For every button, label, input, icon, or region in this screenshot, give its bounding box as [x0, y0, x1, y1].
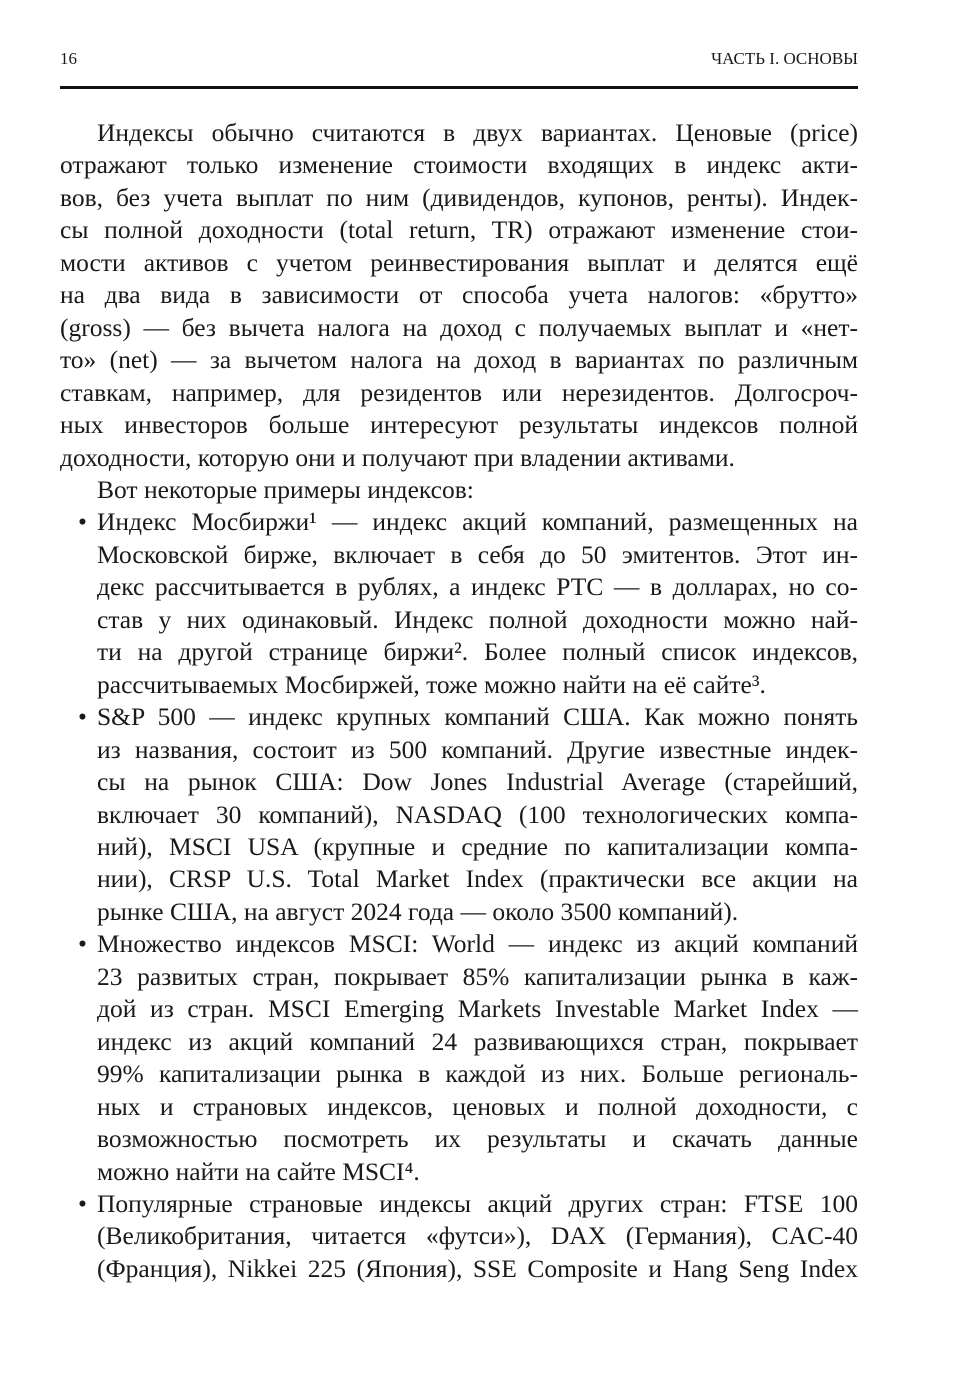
text-line: то» (net) — за вычетом налога на доход в вариантах по различным [60, 345, 858, 375]
bullet-icon: • [78, 702, 87, 732]
text-line: S&P 500 — индекс крупных компаний США. Как можно понять [97, 702, 858, 732]
text-line: на два вида в зависимости от способа учета налогов: «брутто» [60, 280, 858, 310]
text-line: (Великобритания, читается «футси»), DAX (Германия), CAC-40 [97, 1221, 858, 1251]
text-line: из названия, состоит из 500 компаний. Другие известные индек- [97, 734, 858, 764]
page-number: 16 [60, 49, 77, 68]
text-line: (Франция), Nikkei 225 (Япония), SSE Composite и Hang Seng Index [97, 1253, 858, 1283]
header-rule [60, 86, 858, 89]
bullet-icon: • [78, 507, 87, 537]
text-line: возможностью посмотреть их результаты и скачать данные [97, 1124, 858, 1154]
bullet-icon: • [78, 1188, 87, 1218]
text-line: рынке США, на август 2024 года — около 3500 компаний). [97, 896, 739, 926]
bullet-item [60, 928, 858, 1188]
text-line: отражают только изменение стоимости входящих в индекс акти- [60, 150, 858, 180]
bullet-item [60, 1188, 858, 1285]
text-line: сы на рынок США: Dow Jones Industrial Average (старейший, [97, 767, 858, 797]
paragraph [60, 117, 858, 474]
text-line: Индекс Мосбиржи¹ — индекс акций компаний, размещенных на [97, 507, 858, 537]
body-text [60, 117, 858, 1285]
text-line: Популярные страновые индексы акций других стран: FTSE 100 [97, 1188, 858, 1218]
text-line: ных инвесторов больше интересуют результаты индексов полной [60, 410, 858, 440]
text-line: мости активов с учетом реинвестирования выплат и делятся ещё [60, 247, 858, 277]
text-line: сы полной доходности (total return, TR) отражают изменение стои- [60, 215, 858, 245]
text-line: доходности, которую они и получают при владении активами. [60, 442, 735, 472]
text-line: Индексы обычно считаются в двух вариантах. Ценовые (price) [97, 118, 858, 147]
bullet-icon: • [78, 929, 87, 959]
text-line: Вот некоторые примеры индексов: [97, 474, 474, 504]
text-line: Московской бирже, включает в себя до 50 эмитентов. Этот ин- [97, 539, 858, 569]
text-line: включает 30 компаний), NASDAQ (100 технологических компа- [97, 799, 858, 829]
text-line: можно найти на сайте MSCI⁴. [97, 1156, 420, 1186]
text-line: ных и страновых индексов, ценовых и полной доходности, с [97, 1091, 858, 1121]
paragraph [60, 474, 858, 506]
text-line: рассчитываемых Мосбиржей, тоже можно найти на её сайте³. [97, 669, 766, 699]
text-line: дой из стран. MSCI Emerging Markets Investable Market Index — [97, 994, 858, 1024]
bullet-item [60, 506, 858, 701]
text-line: ставкам, например, для резидентов или нерезидентов. Долгосроч- [60, 377, 858, 407]
running-title: ЧАСТЬ I. ОСНОВЫ [711, 49, 858, 68]
text-line: вов, без учета выплат по ним (дивидендов, купонов, ренты). Индек- [60, 182, 858, 212]
text-line: нии), CRSP U.S. Total Market Index (практически все акции на [97, 864, 858, 894]
text-line: 99% капитализации рынка в каждой из них. Больше региональ- [97, 1059, 858, 1089]
text-line: индекс из акций компаний 24 развивающихся стран, покрывает [97, 1026, 858, 1056]
text-line: декс рассчитывается в рублях, а индекс РТС — в долларах, но со- [97, 572, 858, 602]
text-line: (gross) — без вычета налога на доход с получаемых выплат и «нет- [60, 312, 858, 342]
text-line: Множество индексов MSCI: World — индекс из акций компаний [97, 929, 858, 959]
bullet-item [60, 701, 858, 928]
text-line: ний), MSCI USA (крупные и средние по капитализации компа- [97, 831, 858, 861]
text-line: став у них одинаковый. Индекс полной доходности можно най- [97, 604, 858, 634]
text-line: 23 развитых стран, покрывает 85% капитализации рынка в каж- [97, 961, 858, 991]
text-line: ти на другой странице биржи². Более полный список индексов, [97, 637, 858, 667]
